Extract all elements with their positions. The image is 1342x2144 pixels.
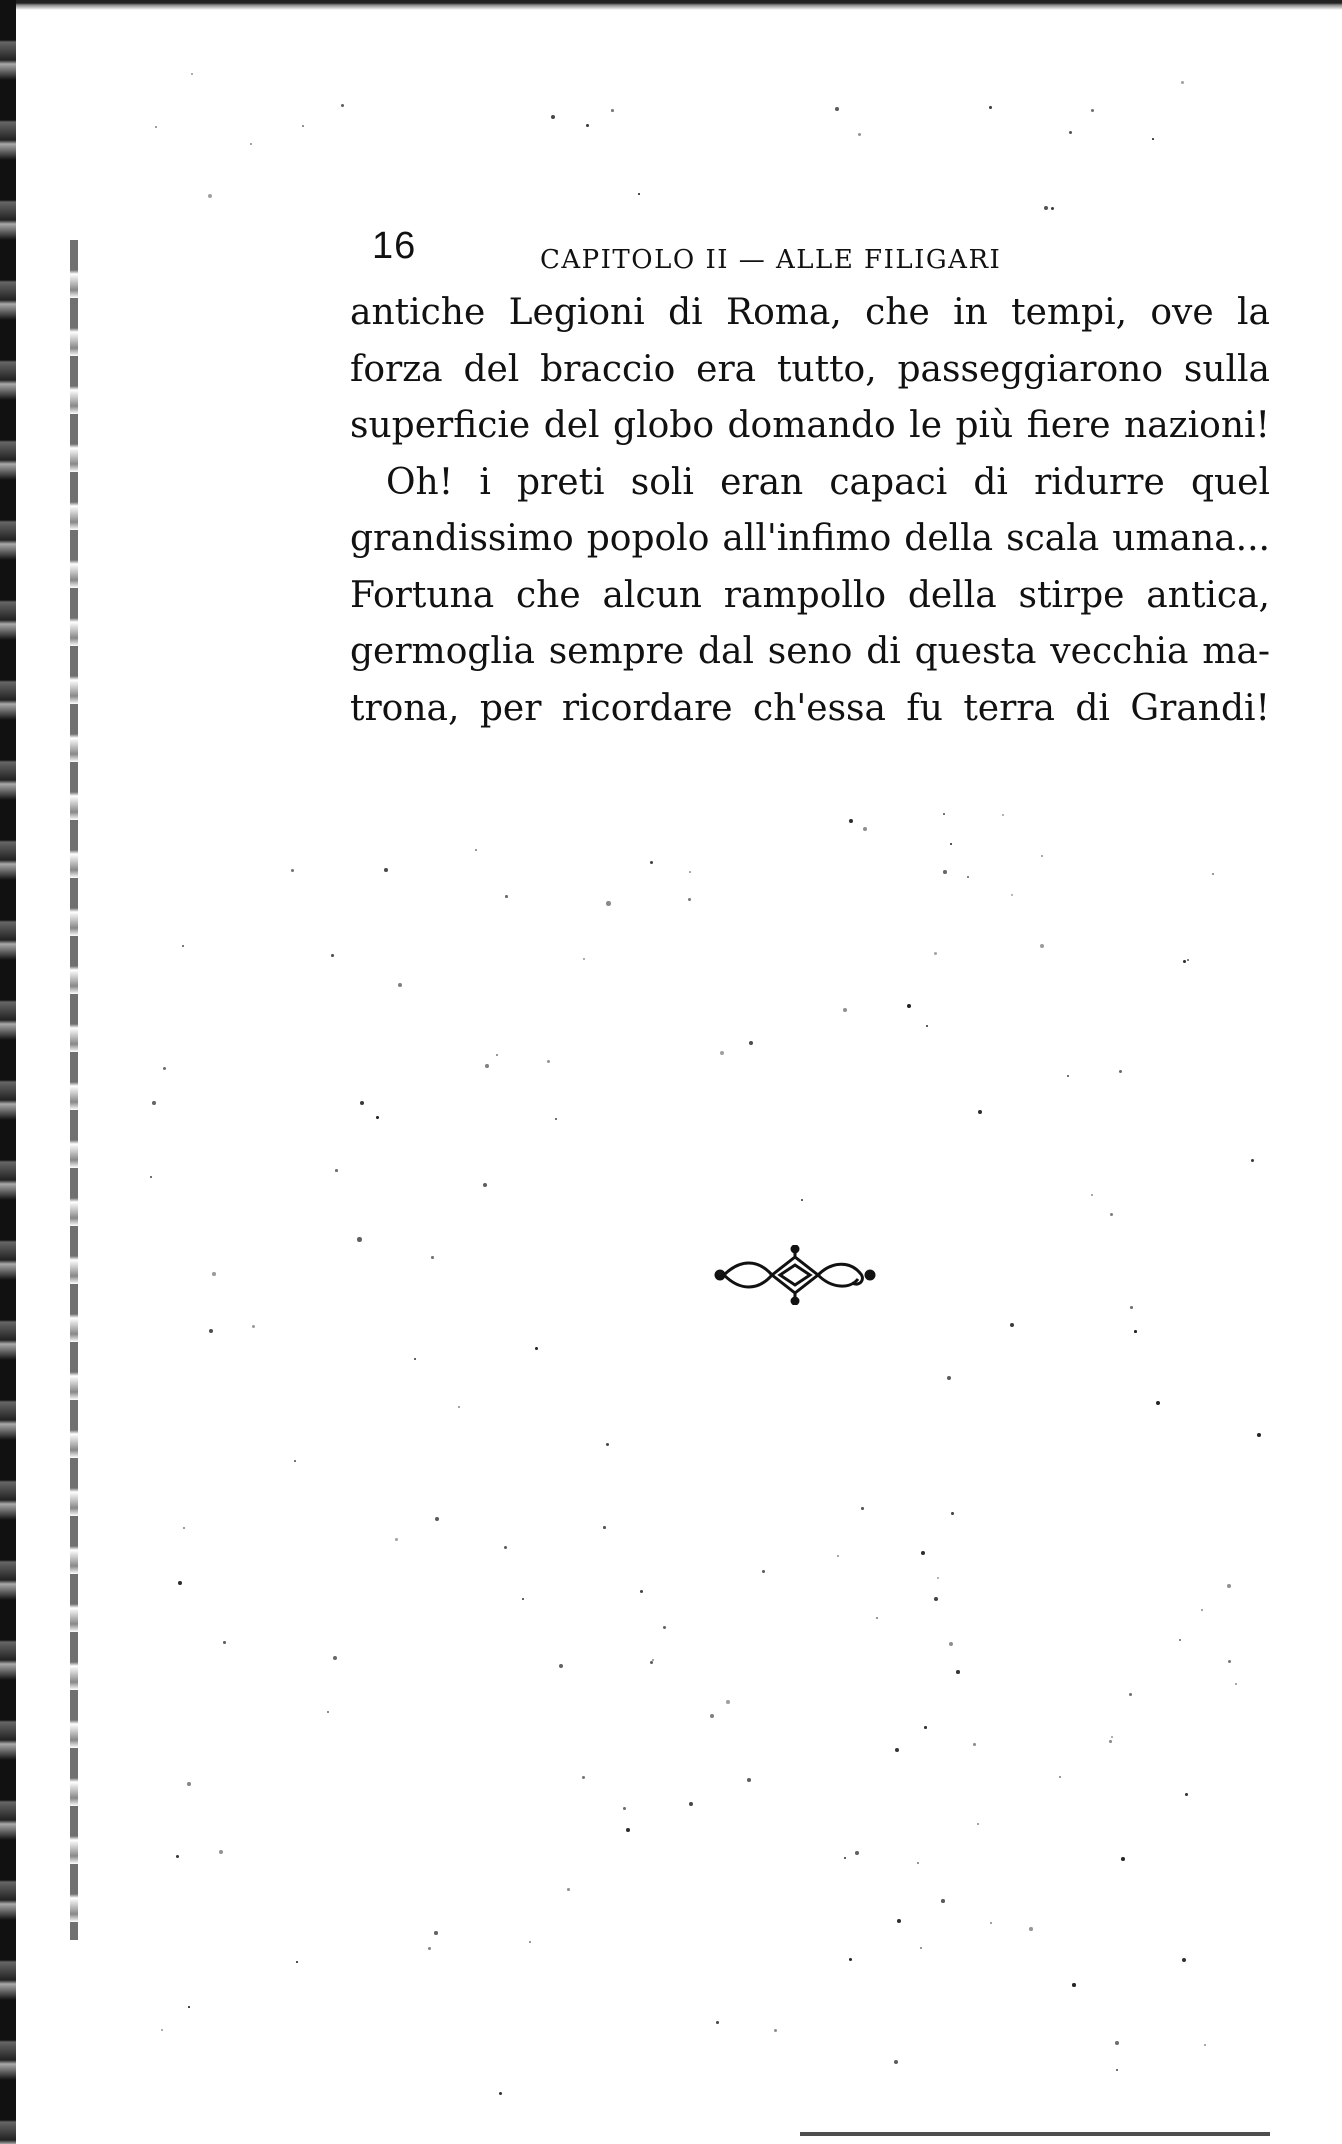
scan-speck xyxy=(302,125,304,127)
scan-speck xyxy=(863,827,867,831)
text-line: superficie del globo domando le più fiere nazioni! xyxy=(350,405,1270,446)
scan-speck xyxy=(897,1919,901,1923)
scan-speck xyxy=(835,107,839,111)
text-line: grandissimo popolo all'infimo della scala umana... xyxy=(350,518,1270,559)
scan-speck xyxy=(623,1807,626,1810)
scan-speck xyxy=(1185,1793,1188,1796)
scan-speck xyxy=(650,861,653,864)
scan-speck xyxy=(1129,1693,1132,1696)
scan-speck xyxy=(749,1041,753,1045)
scan-speck xyxy=(1228,1660,1231,1663)
scan-speck xyxy=(1051,207,1054,210)
scan-speck xyxy=(183,1527,185,1529)
scan-speck xyxy=(1251,1159,1254,1162)
scan-speck xyxy=(1130,1306,1133,1309)
scan-speck xyxy=(837,1555,839,1557)
scan-speck xyxy=(1181,81,1184,84)
scan-speck xyxy=(1134,1330,1137,1333)
scan-speck xyxy=(333,1656,337,1660)
scan-speck xyxy=(937,1577,939,1579)
scan-speck xyxy=(505,895,508,898)
scan-speck xyxy=(943,813,945,815)
scan-speck xyxy=(327,1711,329,1713)
scan-speck xyxy=(1201,1609,1203,1611)
fleuron-ornament-icon xyxy=(710,1245,880,1305)
scan-speck xyxy=(555,1118,557,1120)
scan-speck xyxy=(428,1947,431,1950)
scan-speck xyxy=(774,2029,777,2032)
scan-speck xyxy=(951,1512,954,1515)
scan-speck xyxy=(895,1748,899,1752)
scan-speck xyxy=(718,1271,722,1275)
scan-speck xyxy=(1069,131,1072,134)
scan-speck xyxy=(1029,1927,1033,1931)
scan-speck xyxy=(876,1617,878,1619)
scan-speck xyxy=(582,1776,585,1779)
scan-speck xyxy=(973,1743,976,1746)
scan-speck xyxy=(331,954,334,957)
scan-speck xyxy=(1152,138,1154,140)
scan-speck xyxy=(726,1700,730,1704)
scan-speck xyxy=(716,2021,719,2024)
scan-edge-left xyxy=(0,0,16,2144)
scan-speck xyxy=(603,1526,606,1529)
scan-speck xyxy=(1182,1958,1186,1962)
scan-speck xyxy=(606,1443,609,1446)
chapter-title: CAPITOLO II — ALLE FILIGARI xyxy=(540,245,1002,275)
page-number: 16 xyxy=(372,225,417,267)
scan-speck xyxy=(1059,1776,1061,1778)
scan-speck xyxy=(1115,2041,1119,2045)
scan-speck xyxy=(1011,894,1013,896)
scan-speck xyxy=(926,1025,928,1027)
scan-speck xyxy=(1044,206,1048,210)
scan-speck xyxy=(431,1256,434,1259)
scan-speck xyxy=(152,1101,156,1105)
scan-speck xyxy=(1121,1857,1125,1861)
text-line: Fortuna che alcun rampollo della stirpe antica, xyxy=(350,574,1270,616)
scan-speck xyxy=(1119,1070,1122,1073)
scan-speck xyxy=(943,870,947,874)
scan-speck xyxy=(182,945,184,947)
scan-speck xyxy=(296,1961,298,1963)
scan-speck xyxy=(496,1054,498,1056)
scan-speck xyxy=(357,1237,362,1242)
scan-speck xyxy=(1187,959,1189,961)
scan-speck xyxy=(252,1325,255,1328)
scan-speck xyxy=(606,901,611,906)
scan-speck xyxy=(978,1110,982,1114)
scan-speck xyxy=(1040,944,1044,948)
scan-speck xyxy=(640,1590,643,1593)
scan-speck xyxy=(1109,1740,1112,1743)
scan-speck xyxy=(663,1626,666,1629)
scan-speck xyxy=(1179,1639,1181,1641)
scan-speck xyxy=(689,1802,693,1806)
scan-speck xyxy=(504,1546,507,1549)
scan-speck xyxy=(335,1169,338,1172)
scan-speck xyxy=(949,1642,953,1646)
scan-speck xyxy=(941,1899,945,1903)
scan-speck xyxy=(219,1850,223,1854)
scan-speck xyxy=(638,193,640,195)
scan-speck xyxy=(950,843,952,845)
scan-speck xyxy=(475,849,477,851)
scan-speck xyxy=(920,1947,922,1949)
scan-speck xyxy=(650,1661,653,1664)
paragraph-1 xyxy=(350,285,1270,455)
scan-speck xyxy=(855,1851,859,1855)
scan-speck xyxy=(483,1183,487,1187)
scan-speck xyxy=(294,1460,296,1462)
scan-speck xyxy=(398,983,402,987)
text-line: antiche Legioni di Roma, che in tempi, ove la xyxy=(350,292,1270,333)
scan-speck xyxy=(720,1051,724,1055)
scan-speck xyxy=(843,1008,847,1012)
scan-speck xyxy=(212,1272,216,1276)
scan-speck xyxy=(499,2092,502,2095)
scan-speck xyxy=(1116,2069,1118,2071)
scan-speck xyxy=(384,868,388,872)
scan-speck xyxy=(1156,1401,1160,1405)
scan-speck xyxy=(858,133,861,136)
scan-speck xyxy=(529,1941,531,1943)
text-line: trona, per ricordare ch'essa fu terra di Grandi! xyxy=(350,687,1270,729)
text-line: Oh! i preti soli eran capaci di ridurre quel xyxy=(386,461,1270,503)
scan-speck xyxy=(989,106,992,109)
scan-speck xyxy=(434,1931,438,1935)
scan-speck xyxy=(956,1670,960,1674)
scan-edge-top xyxy=(0,0,1342,10)
scan-speck xyxy=(150,1176,152,1178)
scan-speck xyxy=(360,1101,364,1105)
text-line: forza del braccio era tutto, passeggiarono sulla xyxy=(350,348,1270,390)
scan-speck xyxy=(1072,1983,1076,1987)
scan-speck xyxy=(176,1855,179,1858)
scan-speck xyxy=(921,1551,925,1555)
scan-speck xyxy=(522,1598,524,1600)
scan-speck xyxy=(208,194,212,198)
scan-speck xyxy=(1067,1075,1069,1077)
scan-speck xyxy=(567,1888,570,1891)
scan-speck xyxy=(414,1358,416,1360)
scan-speck xyxy=(849,1958,852,1961)
scan-speck xyxy=(801,1199,803,1201)
scan-speck xyxy=(458,1406,460,1408)
scan-speck xyxy=(652,1659,654,1661)
scan-speck xyxy=(209,1329,213,1333)
scan-edge-bottom xyxy=(800,2132,1270,2136)
scan-speck xyxy=(1212,873,1214,875)
scan-speck xyxy=(689,871,691,873)
scan-speck xyxy=(535,1347,538,1350)
scan-speck xyxy=(861,1507,864,1510)
scan-speck xyxy=(1204,2044,1206,2046)
scan-speck xyxy=(1227,1584,1231,1588)
scan-speck xyxy=(341,104,344,107)
scan-speck xyxy=(1091,109,1094,112)
scan-speck xyxy=(1010,1323,1014,1327)
scan-speck xyxy=(747,1778,751,1782)
scan-speck xyxy=(947,1376,951,1380)
scan-speck xyxy=(626,1828,630,1832)
paragraph-2 xyxy=(350,455,1270,738)
scan-speck xyxy=(762,1570,765,1573)
scan-speck xyxy=(688,898,691,901)
scan-speck xyxy=(559,1664,563,1668)
scan-speck xyxy=(161,2029,163,2031)
running-head xyxy=(350,225,1270,285)
scan-speck xyxy=(967,876,969,878)
scan-speck xyxy=(191,73,193,75)
scan-speck xyxy=(1257,1433,1261,1437)
scan-speck xyxy=(844,1857,846,1859)
scan-speck xyxy=(1235,1683,1237,1685)
scan-speck xyxy=(583,958,585,960)
scan-edge-left-inner xyxy=(70,240,78,1940)
scan-speck xyxy=(435,1517,439,1521)
scan-speck xyxy=(710,1714,714,1718)
scan-speck xyxy=(178,1581,182,1585)
scan-speck xyxy=(1002,814,1004,816)
scan-speck xyxy=(1091,1194,1093,1196)
scan-speck xyxy=(917,1862,919,1864)
scan-speck xyxy=(1041,855,1043,857)
scan-speck xyxy=(1111,1736,1113,1738)
scan-speck xyxy=(1183,960,1186,963)
scan-speck xyxy=(849,819,853,823)
scan-speck xyxy=(395,1538,398,1541)
scan-speck xyxy=(291,869,294,872)
scan-speck xyxy=(551,115,555,119)
scan-speck xyxy=(223,1641,226,1644)
scan-speck xyxy=(376,1116,379,1119)
scan-speck xyxy=(155,126,157,128)
scan-speck xyxy=(894,2060,898,2064)
scan-speck xyxy=(934,952,937,955)
scan-speck xyxy=(611,109,614,112)
scan-speck xyxy=(924,1726,927,1729)
scan-speck xyxy=(250,143,252,145)
scan-speck xyxy=(977,1823,979,1825)
scan-speck xyxy=(1110,1213,1113,1216)
scan-speck xyxy=(187,1782,191,1786)
scan-speck xyxy=(547,1060,550,1063)
text-line: germoglia sempre dal seno di questa vecchia ma- xyxy=(350,631,1270,672)
scan-speck xyxy=(485,1064,489,1068)
scan-speck xyxy=(586,124,589,127)
scan-speck xyxy=(907,1004,911,1008)
scan-speck xyxy=(188,2006,190,2008)
scan-speck xyxy=(163,1067,166,1070)
scan-speck xyxy=(934,1597,938,1601)
scan-speck xyxy=(990,1922,992,1924)
book-page xyxy=(350,225,1270,737)
